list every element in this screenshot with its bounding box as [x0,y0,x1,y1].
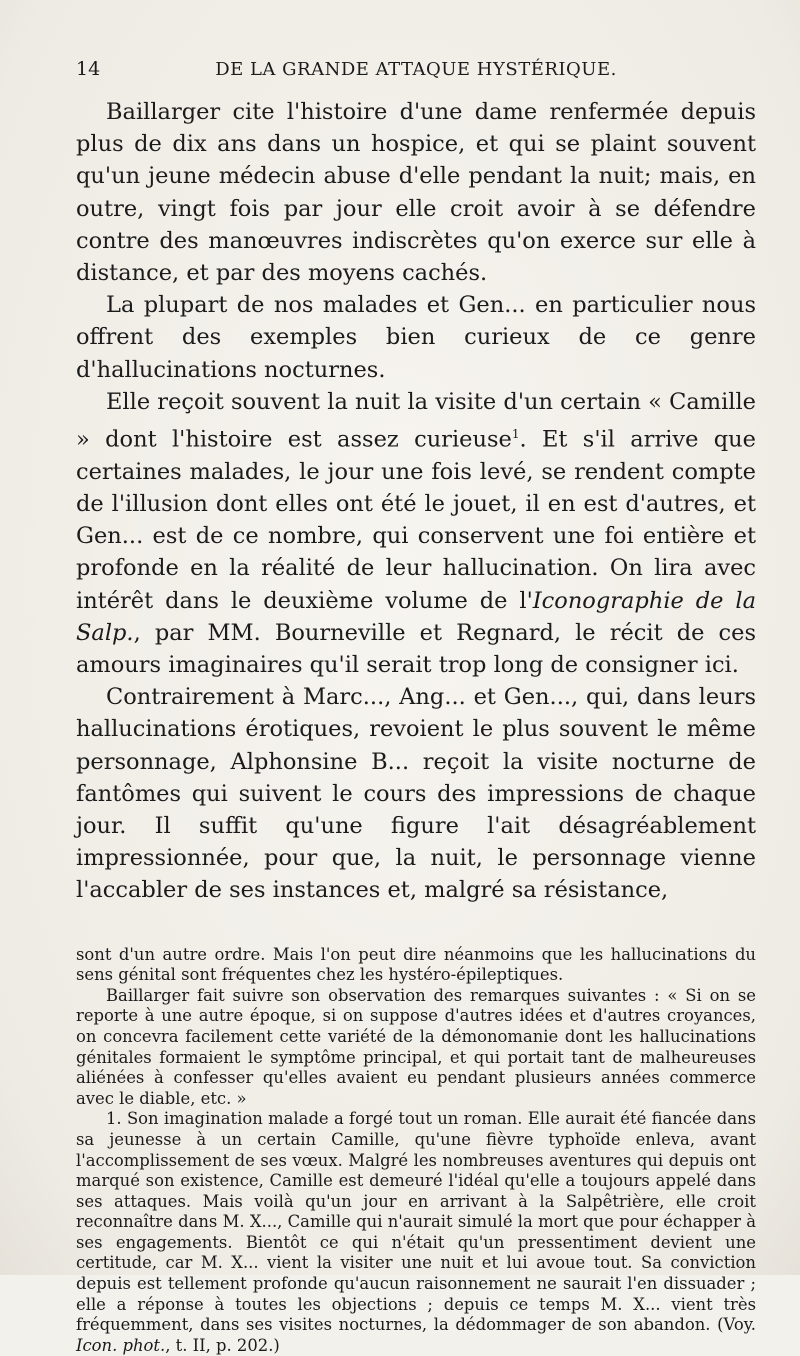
footnote-1-text-b: , t. II, p. 202.) [165,1335,280,1355]
paragraph-2: La plupart de nos malades et Gen... en particulier nous offrent des exemples bien curieux de ce genre d'hallucinations nocturnes. [76,292,756,383]
notes-separator [76,907,756,945]
paragraph-1: Baillarger cite l'histoire d'une dame renfermée depuis plus de dix ans dans un hospice, et qui se plaint souvent qu'un jeune médecin abuse d'elle pendant la nuit; mais, en outre, vingt fois par jour elle croit avoir à se défendre contre des manœuvres indiscrètes qu'on exerce sur elle à distance, et par des moyens cachés. [76,99,756,287]
running-title: DE LA GRANDE ATTAQUE HYSTÉRIQUE. [215,59,617,80]
paragraph-3 [76,386,756,681]
footnote-1-text-a: 1. Son imagination malade a forgé tout un roman. Elle aurait été fiancée dans sa jeunesse à un certain Camille, qu'une fièvre typhoïde enleva, avant l'accomplissement de ses vœux. Malgré les nombreuses aventures qui depuis ont marqué son existence, Camille est demeuré l'idéal qu'elle a toujours appelé dans ses attaques. Mais voilà qu'un jour en arrivant à la Salpêtrière, elle croit reconnaître dans M. X..., Camille qui n'aurait simulé la mort que pour échapper à ses engagements. Bientôt ce qui n'était qu'un pressentiment devient une certitude, car M. X... vient la visiter une nuit et lui avoue tout. Sa conviction depuis est tellement profonde qu'aucun raisonnement ne saurait l'en dissuader ; elle a réponse à toutes les objections ; depuis ce temps M. X... vient très fréquemment, dans ses visites nocturnes, la dédommager de son abandon. (Voy. [76,1109,756,1335]
main-text [76,96,756,907]
footnote-marker: 1 [511,427,520,442]
paragraph-3-text-b: . Et s'il arrive que certaines malades, le jour une fois levé, se rendent compte de l'illusion dont elles ont été le jouet, il en est d'autres, et Gen... est de ce nombre, qui conservent une foi entière et profonde en la réalité de leur hallucination. On lira avec intérêt dans le deuxième volume de l' [76,426,756,614]
footnote-1-italic-ref: Icon. phot. [76,1335,166,1355]
paragraph-3-text-c: , par MM. Bourneville et Regnard, le récit de ces amours imaginaires qu'il serait trop long de consigner ici. [76,619,756,678]
footnote-continuation: sont d'un autre ordre. Mais l'on peut dire néanmoins que les hallucinations du sens génital sont fréquentes chez les hystéro-épileptiques. [76,944,756,985]
paragraph-3-italic-title: Iconographie de la Salp. [76,587,756,646]
page-header [76,58,756,88]
footnote-1 [76,1109,756,1356]
page-number: 14 [76,58,101,80]
footnotes [76,945,756,1356]
paragraph-3-text-a: Elle reçoit souvent la nuit la visite d'un certain « Camille » dont l'histoire est assez curieuse [76,388,756,453]
paragraph-4: Contrairement à Marc..., Ang... et Gen..., qui, dans leurs hallucinations érotiques, revoient le plus souvent le même personnage, Alphonsine B... reçoit la visite nocturne de fantômes qui suivent le cours des impressions de chaque jour. Il suffit qu'une figure l'ait désagréablement impressionnée, pour que, la nuit, le personnage vienne l'accabler de ses instances et, malgré sa résistance, [76,684,756,904]
footnote-baillarger: Baillarger fait suivre son observation des remarques suivantes : « Si on se reporte à une autre époque, si on suppose d'autres idées et d'autres croyances, on concevra facilement cette variété de la démonomanie dont les hallucinations génitales formaient le symptôme principal, et qui portait tant de malheureuses aliénées à confesser qu'elles avaient eu pendant plusieurs années commerce avec le diable, etc. » [76,985,756,1108]
